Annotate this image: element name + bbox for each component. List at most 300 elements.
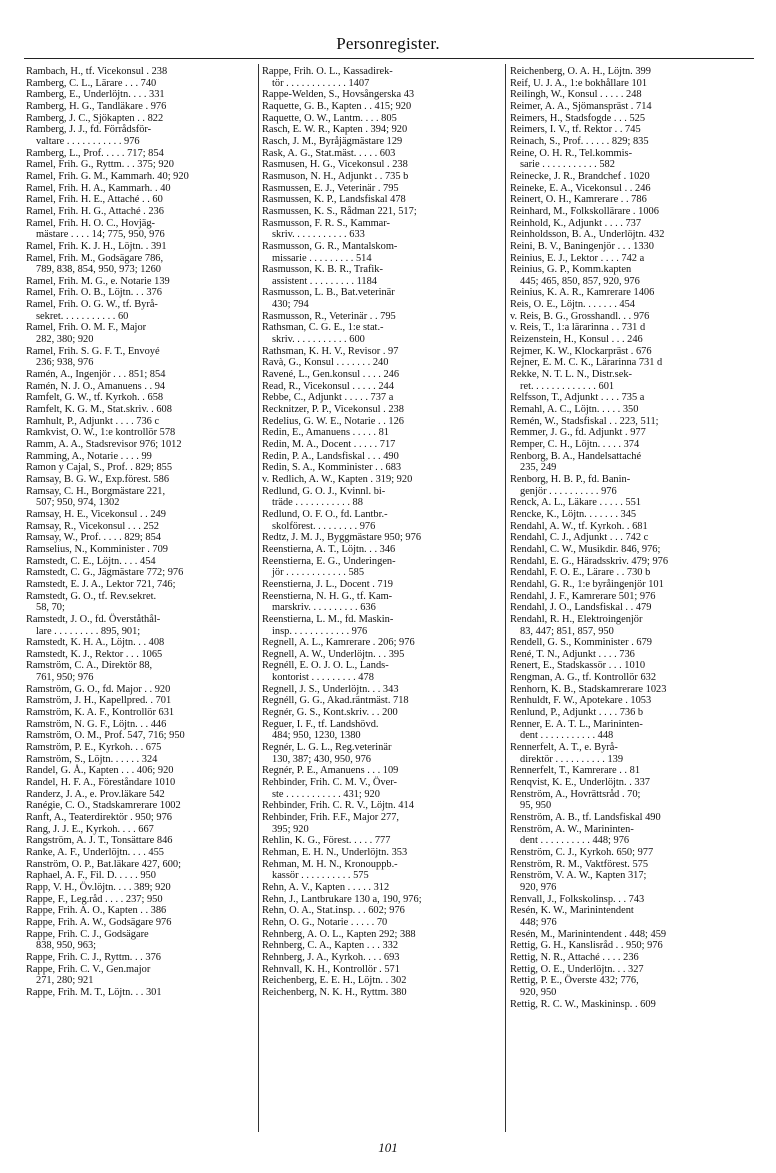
header-rule bbox=[24, 58, 754, 59]
entry-name-line: Rengman, A. G., tf. Kontrollör 632 bbox=[510, 672, 657, 684]
register-entry bbox=[510, 695, 754, 707]
entry-name-line: Resén, K. W., Marinintendent bbox=[510, 905, 634, 917]
entry-name-line: Renborg, B. A., Handelsattaché bbox=[510, 450, 642, 462]
entry-continuation-line: 920, 976 bbox=[520, 881, 557, 893]
entry-continuation-line: 430; 794 bbox=[272, 299, 309, 311]
entry-name-line: Resén, M., Marinintendent . 448; 459 bbox=[510, 928, 667, 940]
register-entry bbox=[262, 707, 500, 719]
entry-name-line: Redin, P. A., Landsfiskal . . . 490 bbox=[262, 450, 399, 462]
entry-name-line: Reenstierna, E. G., Underingen- bbox=[262, 555, 396, 567]
entry-name-line: Raphael, A. F., Fil. D. . . . . 950 bbox=[26, 870, 156, 882]
register-entry bbox=[26, 567, 254, 579]
register-entry bbox=[510, 451, 754, 474]
entry-name-line: Ramming, A., Notarie . . . . 99 bbox=[26, 450, 152, 462]
register-entry bbox=[510, 894, 754, 906]
entry-name-line: Rasmusson, R., Veterinär . . 795 bbox=[262, 310, 396, 322]
entry-name-line: Ramhult, P., Adjunkt . . . . 736 c bbox=[26, 415, 160, 427]
register-entry bbox=[262, 322, 500, 345]
entry-name-line: Reineke, E. A., Vicekonsul . . 246 bbox=[510, 182, 651, 194]
entry-name-line: Remahl, A. C., Löjtn. . . . . 350 bbox=[510, 404, 639, 416]
register-entry bbox=[26, 253, 254, 276]
entry-name-line: Ramm, A. A., Stadsrevisor 976; 1012 bbox=[26, 439, 182, 450]
entry-continuation-line: insp. . . . . . . . . . . . 976 bbox=[272, 625, 368, 637]
register-entry bbox=[26, 322, 254, 345]
register-entry bbox=[262, 416, 500, 428]
register-entry bbox=[510, 66, 754, 78]
entry-continuation-line: dent . . . . . . . . . . . 448 bbox=[520, 730, 614, 742]
entry-continuation-line: ret. . . . . . . . . . . . . 601 bbox=[520, 380, 615, 392]
register-entry bbox=[262, 556, 500, 579]
page-number: 101 bbox=[378, 1140, 398, 1155]
register-entry bbox=[262, 719, 500, 742]
entry-name-line: Redlund, O. F. O., fd. Lantbr.- bbox=[262, 508, 388, 520]
register-entry bbox=[26, 800, 254, 812]
entry-name-line: Reenstierna, A. T., Löjtn. . . 346 bbox=[262, 543, 396, 555]
register-entry bbox=[262, 346, 500, 358]
entry-name-line: Ramberg, E., Underlöjtn. . . . 331 bbox=[26, 89, 165, 101]
register-entry bbox=[262, 765, 500, 777]
register-entry bbox=[510, 509, 754, 521]
entry-name-line: Rang, J. J. E., Kyrkoh. . . . 667 bbox=[26, 823, 154, 835]
register-entry bbox=[262, 591, 500, 614]
entry-name-line: Ramström, P. E., Kyrkoh. . . 675 bbox=[26, 742, 162, 754]
entry-continuation-line: mästare . . . . 14; 775, 950, 976 bbox=[36, 229, 165, 241]
entry-name-line: Ramel, Frih. M., Godsägare 786, bbox=[26, 252, 164, 264]
register-entry bbox=[26, 474, 254, 486]
register-entry bbox=[26, 719, 254, 731]
register-entry bbox=[510, 264, 754, 287]
entry-name-line: Ravené, L., Gen.konsul . . . . 246 bbox=[262, 369, 400, 381]
register-column-1 bbox=[26, 66, 254, 999]
entry-continuation-line: missarie . . . . . . . . . 514 bbox=[272, 252, 372, 264]
entry-continuation-line: träde . . . . . . . . . . . 88 bbox=[272, 497, 363, 509]
entry-continuation-line: lare . . . . . . . . . 895, 901; bbox=[36, 625, 141, 637]
entry-name-line: Ramel, Frih. O. G. W., tf. Byrå- bbox=[26, 299, 158, 311]
register-entry bbox=[510, 474, 754, 497]
entry-name-line: Ramel, Frih. G., Ryttm. . . 375; 920 bbox=[26, 159, 174, 171]
entry-name-line: Rehlin, K. G., Förest. . . . . 777 bbox=[262, 835, 391, 847]
entry-continuation-line: sarie . . . . . . . . . . . 582 bbox=[520, 159, 615, 171]
register-entry bbox=[262, 894, 500, 906]
register-entry bbox=[510, 567, 754, 579]
column-divider-2 bbox=[505, 64, 506, 1132]
register-entry bbox=[26, 544, 254, 556]
entry-name-line: Renlund, P., Adjunkt . . . . 736 b bbox=[510, 707, 644, 719]
register-entry bbox=[262, 917, 500, 929]
register-entry bbox=[26, 218, 254, 241]
register-entry bbox=[262, 929, 500, 941]
entry-name-line: Rendahl, J. O., Landsfiskal . . 479 bbox=[510, 602, 652, 614]
register-entry bbox=[510, 929, 754, 941]
register-entry bbox=[26, 684, 254, 696]
entry-name-line: Renström, V. A. W., Kapten 317; bbox=[510, 870, 647, 882]
entry-name-line: Redlund, G. O. J., Kvinnl. bi- bbox=[262, 485, 386, 497]
entry-continuation-line: marskriv. . . . . . . . . . 636 bbox=[272, 602, 376, 614]
entry-continuation-line: direktör . . . . . . . . . . 139 bbox=[520, 753, 624, 765]
entry-name-line: Reinhold, K., Adjunkt . . . . 737 bbox=[510, 217, 642, 229]
entry-name-line: Regnell, J. S., Underlöjtn. . . 343 bbox=[262, 683, 399, 695]
register-entry bbox=[26, 579, 254, 591]
entry-continuation-line: tör . . . . . . . . . . . . 1407 bbox=[272, 77, 370, 89]
entry-name-line: Ramel, Frih. H. G., Attaché . 236 bbox=[26, 205, 164, 217]
register-entry bbox=[510, 975, 754, 998]
entry-name-line: Rendahl, G. R., 1:e byråingenjör 101 bbox=[510, 578, 664, 590]
entry-name-line: Renström, A. B., tf. Landsfiskal 490 bbox=[510, 812, 661, 823]
entry-name-line: Rappe, Frih. C. J., Ryttm. . . 376 bbox=[26, 951, 161, 963]
register-entry bbox=[510, 777, 754, 789]
register-entry bbox=[26, 777, 254, 789]
register-entry bbox=[510, 847, 754, 859]
entry-continuation-line: 920, 950 bbox=[520, 986, 557, 998]
register-entry bbox=[510, 672, 754, 684]
register-entry bbox=[262, 812, 500, 835]
register-entry bbox=[262, 66, 500, 89]
entry-name-line: Ramberg, L., Prof. . . . . 717; 854 bbox=[26, 147, 164, 159]
entry-continuation-line: 95, 950 bbox=[520, 800, 552, 812]
entry-name-line: Randel, G. Å., Kapten . . . 406; 920 bbox=[26, 765, 174, 777]
register-entry bbox=[26, 346, 254, 369]
entry-name-line: Rappe, Frih. C. J., Godsägare bbox=[26, 928, 149, 940]
entry-name-line: Ramstedt, K. J., Rektor . . . 1065 bbox=[26, 648, 163, 660]
entry-name-line: Renck, A. L., Läkare . . . . . 551 bbox=[510, 497, 642, 509]
entry-name-line: Ramsay, C. H., Borgmästare 221, bbox=[26, 485, 166, 497]
register-entry bbox=[26, 637, 254, 649]
entry-name-line: Reizenstein, H., Konsul . . . 246 bbox=[510, 334, 643, 346]
register-entry bbox=[510, 229, 754, 241]
register-entry bbox=[26, 917, 254, 929]
register-entry bbox=[262, 964, 500, 976]
entry-name-line: Ramel, Frih. M. G., e. Notarie 139 bbox=[26, 275, 170, 287]
register-entry bbox=[510, 311, 754, 323]
register-entry bbox=[510, 544, 754, 556]
entry-name-line: Rasmussen, K. S., Rådman 221, 517; bbox=[262, 205, 417, 217]
register-entry bbox=[262, 975, 500, 987]
entry-name-line: Ramberg, C. L., Lärare . . . 740 bbox=[26, 77, 157, 89]
register-entry bbox=[510, 416, 754, 428]
register-entry bbox=[262, 695, 500, 707]
entry-name-line: Ramberg, J. C., Sjökapten . . 822 bbox=[26, 112, 164, 124]
entry-name-line: Ramberg, J. J., fd. Förrådsför- bbox=[26, 124, 152, 136]
register-entry bbox=[510, 124, 754, 136]
entry-name-line: Rendahl, J. F., Kamrerare 501; 976 bbox=[510, 590, 656, 602]
entry-continuation-line: 130, 387; 430, 950, 976 bbox=[272, 753, 372, 765]
entry-name-line: Rettig, P. E., Överste 432; 776, bbox=[510, 975, 639, 987]
register-entry bbox=[510, 532, 754, 544]
register-entry bbox=[26, 614, 254, 637]
register-entry bbox=[510, 101, 754, 113]
entry-name-line: Ramstedt, E. J. A., Lektor 721, 746; bbox=[26, 578, 176, 590]
entry-name-line: Rasmusen, H. G., Vicekonsul . 238 bbox=[262, 159, 408, 171]
entry-name-line: Ramsay, R., Vicekonsul . . . 252 bbox=[26, 520, 160, 532]
register-entry bbox=[510, 859, 754, 871]
register-entry bbox=[510, 136, 754, 148]
register-entry bbox=[262, 113, 500, 125]
entry-name-line: Rehnberg, J. A., Kyrkoh. . . . 693 bbox=[262, 951, 400, 963]
entry-name-line: Reinholdsson, B. A., Underlöjtn. 432 bbox=[510, 229, 665, 241]
entry-name-line: Ramon y Cajal, S., Prof. . 829; 855 bbox=[26, 462, 173, 474]
register-entry bbox=[262, 439, 500, 451]
register-entry bbox=[510, 218, 754, 230]
register-entry bbox=[262, 427, 500, 439]
entry-name-line: Rennerfelt, A. T., e. Byrå- bbox=[510, 742, 618, 754]
register-entry bbox=[26, 532, 254, 544]
register-entry bbox=[26, 591, 254, 614]
register-entry bbox=[262, 684, 500, 696]
entry-name-line: v. Reis, T., 1:a lärarinna . . 731 d bbox=[510, 322, 646, 334]
entry-name-line: Rasmuson, N. H., Adjunkt . . 735 b bbox=[262, 170, 409, 182]
register-entry bbox=[510, 707, 754, 719]
register-entry bbox=[510, 521, 754, 533]
entry-name-line: René, T. N., Adjunkt . . . . 736 bbox=[510, 648, 635, 660]
entry-name-line: Regnell, A. W., Underlöjtn. . . 395 bbox=[262, 648, 405, 660]
entry-name-line: Raquette, O. W., Lantm. . . . 805 bbox=[262, 112, 397, 124]
entry-name-line: Ramström, J. H., Kapellpred. . 701 bbox=[26, 695, 172, 707]
register-entry bbox=[510, 392, 754, 404]
entry-name-line: Rasmusson, K. B. R., Trafik- bbox=[262, 264, 383, 276]
register-entry bbox=[510, 194, 754, 206]
register-entry bbox=[510, 789, 754, 812]
entry-name-line: Ramström, C. A., Direktör 88, bbox=[26, 660, 153, 672]
entry-name-line: Ramén, A., Ingenjör . . . 851; 854 bbox=[26, 369, 166, 381]
entry-name-line: Relfsson, T., Adjunkt . . . . 735 a bbox=[510, 392, 645, 404]
register-entry bbox=[26, 730, 254, 742]
register-entry bbox=[262, 392, 500, 404]
entry-name-line: Ramel, Frih. O. M. F., Major bbox=[26, 322, 147, 334]
entry-name-line: Ramel, Frih. H. E., Attaché . . 60 bbox=[26, 194, 163, 206]
entry-name-line: Regnér, P. E., Amanuens . . . 109 bbox=[262, 765, 399, 777]
register-entry bbox=[26, 159, 254, 171]
entry-name-line: Ramfelt, G. W., tf. Kyrkoh. . 658 bbox=[26, 392, 164, 404]
entry-name-line: Ramstedt, K. H. A., Löjtn. . . 408 bbox=[26, 637, 165, 649]
register-entry bbox=[510, 940, 754, 952]
register-entry bbox=[26, 287, 254, 299]
register-entry bbox=[26, 276, 254, 288]
register-entry bbox=[510, 404, 754, 416]
register-entry bbox=[26, 171, 254, 183]
register-entry bbox=[26, 486, 254, 509]
entry-continuation-line: 838, 950, 963; bbox=[36, 940, 97, 952]
register-entry bbox=[262, 148, 500, 160]
register-entry bbox=[510, 579, 754, 591]
entry-continuation-line: 789, 838, 854, 950, 973; 1260 bbox=[36, 264, 161, 276]
register-entry bbox=[262, 987, 500, 999]
entry-name-line: Ramström, G. O., fd. Major . . 920 bbox=[26, 683, 171, 695]
entry-name-line: Rettig, R. C. W., Maskininsp. . 609 bbox=[510, 998, 656, 1010]
register-entry bbox=[26, 765, 254, 777]
entry-name-line: Rettig, O. E., Underlöjtn. . . 327 bbox=[510, 963, 644, 975]
entry-name-line: Reichenberg, E. E. H., Löjtn. . 302 bbox=[262, 975, 407, 987]
register-entry bbox=[262, 882, 500, 894]
register-entry bbox=[26, 894, 254, 906]
entry-name-line: Reichenberg, N. K. H., Ryttm. 380 bbox=[262, 986, 407, 998]
entry-name-line: Ramfelt, K. G. M., Stat.skriv. . 608 bbox=[26, 404, 172, 416]
entry-name-line: Ramstedt, C. E., Löjtn. . . . 454 bbox=[26, 555, 156, 567]
register-entry bbox=[262, 859, 500, 882]
column-divider-1 bbox=[258, 64, 259, 1132]
entry-name-line: Reinius, G. P., Komm.kapten bbox=[510, 264, 632, 276]
register-entry bbox=[262, 218, 500, 241]
register-entry bbox=[510, 171, 754, 183]
entry-name-line: Rettig, G. H., Kanslisråd . . 950; 976 bbox=[510, 940, 663, 952]
entry-name-line: Rehbinder, Frih. F.F., Major 277, bbox=[262, 812, 400, 823]
entry-continuation-line: assistent . . . . . . . . . 1184 bbox=[272, 275, 377, 287]
register-entry bbox=[510, 357, 754, 369]
register-entry bbox=[26, 870, 254, 882]
register-entry bbox=[510, 824, 754, 847]
entry-continuation-line: 282, 380; 920 bbox=[36, 334, 94, 346]
register-entry bbox=[262, 847, 500, 859]
entry-name-line: Ranégie, C. O., Stadskamrerare 1002 bbox=[26, 800, 181, 812]
entry-name-line: Ramel, Frih. H. A., Kammarh. . 40 bbox=[26, 182, 171, 194]
register-entry bbox=[510, 742, 754, 765]
register-entry bbox=[262, 952, 500, 964]
register-entry bbox=[262, 381, 500, 393]
entry-name-line: Remper, C. H., Löjtn. . . . . 374 bbox=[510, 439, 640, 450]
entry-name-line: Rendahl, C. J., Adjunkt . . . 742 c bbox=[510, 532, 649, 544]
register-entry bbox=[26, 521, 254, 533]
entry-name-line: Renner, E. A. T. L., Marininten- bbox=[510, 718, 643, 730]
entry-name-line: Rathsman, C. G. E., 1:e stat.- bbox=[262, 322, 384, 334]
entry-name-line: Rendahl, R. H., Elektroingenjör bbox=[510, 613, 643, 625]
register-entry bbox=[26, 101, 254, 113]
register-entry bbox=[26, 183, 254, 195]
register-entry bbox=[26, 707, 254, 719]
entry-continuation-line: 761, 950; 976 bbox=[36, 672, 94, 684]
register-entry bbox=[262, 89, 500, 101]
register-entry bbox=[26, 78, 254, 90]
entry-name-line: Redin, S. A., Komminister . . 683 bbox=[262, 462, 402, 474]
register-entry bbox=[262, 905, 500, 917]
entry-name-line: Ramström, N. G. F., Löjtn. . . 446 bbox=[26, 718, 167, 730]
entry-name-line: Renvall, J., Folkskolinsp. . . 743 bbox=[510, 893, 645, 905]
entry-continuation-line: 236; 938, 976 bbox=[36, 357, 94, 369]
register-entry bbox=[510, 148, 754, 171]
entry-name-line: Ramstedt, C. G., Jägmästare 772; 976 bbox=[26, 567, 184, 579]
entry-name-line: Read, R., Vicekonsul . . . . . 244 bbox=[262, 380, 394, 392]
register-entry bbox=[26, 882, 254, 894]
entry-name-line: Ramsay, H. E., Vicekonsul . . 249 bbox=[26, 508, 166, 520]
entry-continuation-line: genjör . . . . . . . . . . 976 bbox=[520, 485, 617, 497]
register-entry bbox=[26, 987, 254, 999]
entry-name-line: Redelius, G. W. E., Notarie . . 126 bbox=[262, 415, 404, 427]
register-entry bbox=[510, 369, 754, 392]
register-entry bbox=[26, 427, 254, 439]
entry-name-line: Rasmusson, F. R. S., Kammar- bbox=[262, 217, 390, 229]
entry-name-line: Ramel, Frih. K. J. H., Löjtn. . 391 bbox=[26, 240, 167, 252]
entry-name-line: Renborg, H. B. P., fd. Banin- bbox=[510, 473, 631, 485]
register-entry bbox=[510, 346, 754, 358]
register-entry bbox=[26, 416, 254, 428]
entry-name-line: Rasmussen, K. P., Landsfiskal 478 bbox=[262, 194, 406, 206]
entry-name-line: Rejmer, K. W., Klockarpräst . 676 bbox=[510, 345, 652, 357]
entry-name-line: Rehnberg, C. A., Kapten . . . 332 bbox=[262, 940, 399, 952]
entry-name-line: Regnér, L. G. L., Reg.veterinär bbox=[262, 742, 392, 754]
register-column-2 bbox=[262, 66, 500, 999]
entry-name-line: Recknitzer, P. P., Vicekonsul . 238 bbox=[262, 404, 404, 416]
register-entry bbox=[26, 847, 254, 859]
register-entry bbox=[510, 253, 754, 265]
register-entry bbox=[26, 404, 254, 416]
entry-name-line: Ranke, A. F., Underlöjtn. . . . 455 bbox=[26, 846, 164, 858]
register-entry bbox=[510, 206, 754, 218]
entry-name-line: Redtz, J. M. J., Byggmästare 950; 976 bbox=[262, 532, 422, 544]
entry-name-line: Ramberg, H. G., Tandläkare . 976 bbox=[26, 100, 167, 112]
entry-name-line: Reinhard, M., Folkskollärare . 1006 bbox=[510, 205, 659, 217]
register-entry bbox=[262, 287, 500, 310]
register-entry bbox=[510, 952, 754, 964]
register-entry bbox=[262, 660, 500, 683]
entry-continuation-line: 507; 950, 974, 1302 bbox=[36, 497, 120, 509]
entry-name-line: Renqvist, K. E., Underlöjtn. . 337 bbox=[510, 777, 650, 789]
entry-name-line: Reenstierna, N. H. G., tf. Kam- bbox=[262, 590, 393, 602]
entry-continuation-line: skriv. . . . . . . . . . . 633 bbox=[272, 229, 365, 241]
register-entry bbox=[510, 964, 754, 976]
register-entry bbox=[262, 649, 500, 661]
register-entry bbox=[262, 241, 500, 264]
register-entry bbox=[510, 870, 754, 893]
register-entry bbox=[510, 427, 754, 439]
register-entry bbox=[510, 719, 754, 742]
register-entry bbox=[510, 591, 754, 603]
register-entry bbox=[262, 474, 500, 486]
entry-name-line: Rekke, N. T. L. N., Distr.sek- bbox=[510, 369, 632, 381]
register-entry bbox=[26, 206, 254, 218]
entry-name-line: Rencke, K., Löjtn. . . . . . . 345 bbox=[510, 508, 637, 520]
register-entry bbox=[262, 194, 500, 206]
page-title: Personregister. bbox=[336, 34, 440, 53]
register-entry bbox=[262, 742, 500, 765]
register-entry bbox=[26, 148, 254, 160]
entry-name-line: Rehbinder, Frih. C. R. V., Löjtn. 414 bbox=[262, 800, 414, 812]
entry-continuation-line: sekret. . . . . . . . . . . 60 bbox=[36, 310, 129, 322]
register-entry bbox=[510, 89, 754, 101]
entry-name-line: Ramström, S., Löjtn. . . . . . 324 bbox=[26, 753, 158, 765]
register-entry bbox=[510, 183, 754, 195]
register-entry bbox=[510, 556, 754, 568]
register-entry bbox=[262, 532, 500, 544]
entry-name-line: Ramström, K. A. F., Kontrollör 631 bbox=[26, 707, 175, 719]
entry-name-line: Rappe-Welden, S., Hovsångerska 43 bbox=[262, 89, 415, 101]
register-entry bbox=[510, 322, 754, 334]
register-entry bbox=[26, 392, 254, 404]
entry-name-line: Rangström, A. J. T., Tonsättare 846 bbox=[26, 835, 173, 847]
entry-name-line: Rathsman, K. H. V., Revisor . 97 bbox=[262, 345, 399, 357]
register-entry bbox=[262, 264, 500, 287]
entry-name-line: Rebbe, C., Adjunkt . . . . . 737 a bbox=[262, 392, 394, 404]
entry-name-line: Regnéll, E. O. J. O. L., Lands- bbox=[262, 660, 389, 672]
register-entry bbox=[26, 859, 254, 871]
register-entry bbox=[510, 78, 754, 90]
entry-name-line: Ramel, Frih. S. G. F. T., Envoyé bbox=[26, 345, 160, 357]
register-entry bbox=[26, 439, 254, 451]
entry-name-line: Rasch, E. W. R., Kapten . 394; 920 bbox=[262, 124, 408, 136]
entry-name-line: Ramel, Frih. G. M., Kammarh. 40; 920 bbox=[26, 170, 189, 182]
register-entry bbox=[510, 113, 754, 125]
entry-name-line: Renström, A., Hovrättsråd . 70; bbox=[510, 788, 641, 800]
entry-name-line: Ramel, Frih. O. B., Löjtn. . . 376 bbox=[26, 287, 162, 299]
entry-name-line: Rehnberg, A. O. L., Kapten 292; 388 bbox=[262, 928, 416, 940]
entry-name-line: Rappe, Frih. A. O., Kapten . . 386 bbox=[26, 905, 167, 917]
entry-name-line: Rehman, E. H. N., Underlöjtn. 353 bbox=[262, 846, 408, 858]
register-entry bbox=[26, 964, 254, 987]
entry-name-line: Reinius, K. A. R., Kamrerare 1406 bbox=[510, 287, 655, 299]
register-entry bbox=[510, 684, 754, 696]
entry-name-line: Rehbinder, Frih. C. M. V., Över- bbox=[262, 777, 397, 789]
register-entry bbox=[262, 159, 500, 171]
entry-name-line: v. Reis, B. G., Grosshandl. . . 976 bbox=[510, 310, 650, 322]
register-entry bbox=[510, 241, 754, 253]
entry-name-line: Rettig, N. R., Attaché . . . . 236 bbox=[510, 951, 639, 963]
